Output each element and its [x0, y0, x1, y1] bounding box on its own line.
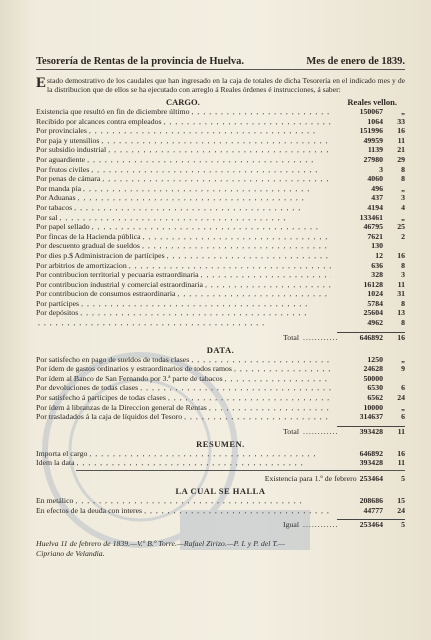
cargo-row [36, 155, 405, 165]
cargo-row-cents: 8 [401, 298, 405, 308]
existencia-amount: 253464 [359, 474, 383, 483]
cargo-row-cents: 21 [397, 145, 405, 155]
data-row-cents: 6 [401, 412, 405, 422]
cargo-row-amount: 437 [371, 193, 383, 203]
cargo-row-cents: 29 [397, 154, 405, 164]
data-row-label: Por ídem de gastos ordinarios y estraordinarios de todos ramos [36, 364, 232, 374]
cargo-row-amount: 4194 [367, 202, 383, 212]
existencia-cents: 5 [401, 474, 405, 483]
halla-row [36, 496, 405, 506]
cargo-row-label: Por Aduanas [36, 193, 76, 203]
halla-row-cents: 15 [397, 496, 405, 505]
data-total-amount: 393428 [337, 426, 383, 436]
cargo-row-cents: 16 [397, 126, 405, 136]
cargo-row-cents: 8 [401, 318, 405, 328]
cargo-row [36, 136, 405, 146]
cargo-row [36, 117, 405, 127]
data-row-amount: 24628 [363, 364, 383, 374]
data-row-amount: 50000 [363, 373, 383, 383]
cargo-row [36, 203, 405, 213]
data-row-label: Por satisfecho á partícipes de todas clases [36, 393, 166, 403]
data-row [36, 412, 405, 422]
cargo-row-label: Por manda pía [36, 183, 82, 193]
data-row-cents: 24 [397, 393, 405, 403]
signature-line-2: Cipriano de Velandia. [36, 548, 105, 558]
cargo-row [36, 270, 405, 280]
igual-row [36, 519, 405, 529]
cargo-row-label: Por arbitrios de amortizacion [36, 260, 127, 270]
data-row-amount: 1250 [367, 354, 383, 364]
cargo-row-label: Por contribucion territorial y pecuaria estraordinaria [36, 270, 199, 280]
cargo-row-amount: 12 [375, 250, 383, 260]
cargo-row-amount: 49959 [363, 135, 383, 145]
cargo-row [36, 308, 405, 318]
divider [76, 470, 405, 471]
signature-block [36, 539, 405, 558]
cargo-row-amount: 636 [371, 260, 383, 270]
cargo-row-amount: 4060 [367, 174, 383, 184]
cargo-row-cents: „ [401, 183, 405, 193]
cargo-row-amount: 151996 [359, 126, 383, 136]
halla-row-label: En efectos de la deuda con interes [36, 505, 143, 515]
cargo-row-label: Por papel sellado [36, 222, 90, 232]
cargo-row-cents: 2 [401, 231, 405, 241]
cargo-row-label: Por partícipes [36, 298, 80, 308]
cargo-row [36, 165, 405, 175]
cargo-row-amount: 5784 [367, 298, 383, 308]
cargo-row-amount: 25604 [363, 308, 383, 318]
resumen-row-cents: 11 [397, 458, 405, 468]
resumen-row-label: Importa el cargo [36, 448, 88, 458]
existencia-row [36, 474, 405, 483]
cargo-row-cents: 3 [401, 270, 405, 280]
drop-cap: E [36, 75, 47, 91]
cargo-row-label: Por fincas de la Hacienda pública [36, 231, 141, 241]
cargo-row [36, 193, 405, 203]
cargo-row-amount: 4962 [367, 318, 383, 328]
cargo-row [36, 174, 405, 184]
cargo-row-label: Por sal [36, 212, 58, 222]
halla-row-cents: 24 [397, 505, 405, 515]
existencia-label: Existencia para 1.º de febrero [264, 474, 357, 483]
data-table [36, 355, 405, 422]
cargo-row-label: Recibido por alcances contra empleados [36, 116, 162, 126]
data-row-label: Por ídem al Banco de San Fernando por 3.ª parte de tabacos [36, 373, 223, 383]
resumen-row-amount: 393428 [359, 458, 383, 468]
cargo-row-cents: 8 [401, 174, 405, 184]
cargo-title: CARGO. [166, 97, 200, 107]
document-header [36, 56, 405, 70]
cargo-row-label: Existencia que resultó en fin de diciembre último [36, 107, 190, 116]
month-title: Mes de enero de 1839. [306, 56, 405, 67]
igual-amount: 253464 [337, 519, 383, 529]
cargo-row [36, 280, 405, 290]
data-row-label: Por ídem á libranzas de la Direccion general de Rentas [36, 402, 207, 412]
cargo-row [36, 145, 405, 155]
cargo-row-amount: 7621 [367, 231, 383, 241]
cargo-row-cents: 11 [397, 135, 405, 145]
signature-line-1: Huelva 11 de febrero de 1839.—V.º B.º Torre.—Rafael Zirizo.—P. I. y P. del T.— [36, 539, 285, 549]
cargo-row-cents: 33 [397, 116, 405, 126]
halla-row-amount: 208686 [359, 496, 383, 505]
currency-header: Reales vellon. [347, 97, 397, 107]
resumen-row-amount: 646892 [359, 448, 383, 458]
cargo-row [36, 107, 405, 117]
data-row [36, 364, 405, 374]
cargo-row-label: Por aguardiente [36, 154, 86, 164]
cargo-row-amount: 496 [371, 183, 383, 193]
resumen-table [36, 449, 405, 468]
cargo-heading [36, 97, 405, 107]
cargo-row [36, 126, 405, 136]
cargo-row [36, 213, 405, 223]
office-title: Tesorería de Rentas de la provincia de Huelva. [36, 56, 245, 67]
cargo-row [36, 289, 405, 299]
data-title: DATA. [206, 344, 235, 355]
cargo-row-cents: „ [401, 212, 405, 222]
cargo-row-label: Por contribucion industrial y comercial estraordinaria [36, 279, 203, 289]
data-row [36, 355, 405, 365]
cargo-row-cents: „ [401, 107, 405, 116]
cargo-row [36, 241, 405, 251]
cargo-row-cents: 8 [401, 260, 405, 270]
data-row [36, 403, 405, 413]
halla-title: LA CUAL SE HALLA [175, 486, 266, 496]
cargo-row-amount: 1024 [367, 289, 383, 299]
cargo-row [36, 299, 405, 309]
data-row-cents: „ [401, 402, 405, 412]
cargo-row [36, 184, 405, 194]
cargo-row-cents: 13 [397, 308, 405, 318]
cargo-row-label: Por frutos civiles [36, 164, 90, 174]
cargo-row-cents: 8 [401, 164, 405, 174]
halla-row [36, 506, 405, 516]
cargo-total-cents: 16 [383, 332, 405, 342]
cargo-row-label: Por penas de cámara [36, 174, 101, 184]
cargo-row-cents: 25 [397, 222, 405, 232]
data-row-label: Por satisfecho en pago de sueldos de todas clases [36, 354, 190, 364]
cargo-row-amount: 1064 [367, 116, 383, 126]
cargo-row [36, 232, 405, 242]
cargo-row-label: Por dies p.$ Administracion de partícipes [36, 250, 165, 260]
data-row-label: Por devoluciones de todas clases [36, 383, 139, 393]
resumen-title: RESUMEN. [196, 438, 245, 449]
data-row-amount: 314637 [359, 412, 383, 422]
cargo-row-label: Por subsidio industrial [36, 145, 107, 155]
data-row-amount: 10000 [363, 402, 383, 412]
data-row-cents: „ [401, 354, 405, 364]
cargo-row-cents: 11 [397, 279, 405, 289]
cargo-total [36, 332, 405, 342]
resumen-row [36, 458, 405, 468]
cargo-table [36, 107, 405, 328]
cargo-row-amount: 3 [379, 164, 383, 174]
intro-text: stado demostrativo de los caudales que han ingresado en la caja de totales de dicha Tesorería en el indicado mes y de la distribucion que de ellos se ha ejecutado con arreglo á Reales órdenes é instrucciones, á saber: [47, 76, 405, 94]
cargo-row-amount: 16128 [363, 279, 383, 289]
resumen-row-cents: 16 [397, 448, 405, 458]
cargo-row [36, 251, 405, 261]
resumen-row-label: Idem la data [36, 458, 75, 468]
cargo-row-label: Por paja y utensilios [36, 135, 100, 145]
igual-label: Igual [282, 520, 299, 530]
data-total-cents: 11 [383, 426, 405, 436]
cargo-row-label: Por contribucion de consumos estraordinaria [36, 289, 176, 299]
resumen-row [36, 449, 405, 459]
cargo-row [36, 222, 405, 232]
data-row-amount: 6562 [367, 393, 383, 403]
halla-table [36, 496, 405, 515]
cargo-row-label: Por tabacos [36, 202, 73, 212]
cargo-row-amount: 133461 [359, 212, 383, 222]
data-total [36, 426, 405, 436]
data-row-cents: 9 [401, 364, 405, 374]
data-row-amount: 6530 [367, 383, 383, 393]
cargo-row-cents: 3 [401, 193, 405, 203]
cargo-total-amount: 646892 [337, 332, 383, 342]
cargo-row [36, 318, 405, 328]
data-row [36, 393, 405, 403]
cargo-row-amount: 150067 [359, 107, 383, 116]
data-row-cents: 6 [401, 383, 405, 393]
data-row-label: Por trasladados á la caja de líquidos del Tesoro [36, 412, 183, 422]
halla-row-label: En metálico [36, 496, 74, 505]
cargo-row-cents: 4 [401, 202, 405, 212]
intro-paragraph [36, 76, 405, 94]
halla-row-amount: 44777 [363, 505, 383, 515]
cargo-row-amount: 130 [371, 241, 383, 251]
cargo-row-amount: 46795 [363, 222, 383, 232]
data-row [36, 374, 405, 384]
cargo-row-cents: 31 [397, 289, 405, 299]
cargo-row-amount: 328 [371, 270, 383, 280]
cargo-row-label: Por provinciales [36, 126, 87, 136]
cargo-row [36, 261, 405, 271]
cargo-row-cents: 16 [397, 250, 405, 260]
cargo-row-label: Por descuento gradual de sueldos [36, 241, 140, 251]
cargo-total-label: Total [283, 332, 299, 342]
cargo-row-label: Por depósitos [36, 308, 79, 318]
igual-cents: 5 [383, 519, 405, 529]
data-total-label: Total [283, 426, 299, 436]
cargo-row-amount: 1139 [367, 145, 383, 155]
cargo-row-amount: 27980 [363, 154, 383, 164]
data-row [36, 383, 405, 393]
